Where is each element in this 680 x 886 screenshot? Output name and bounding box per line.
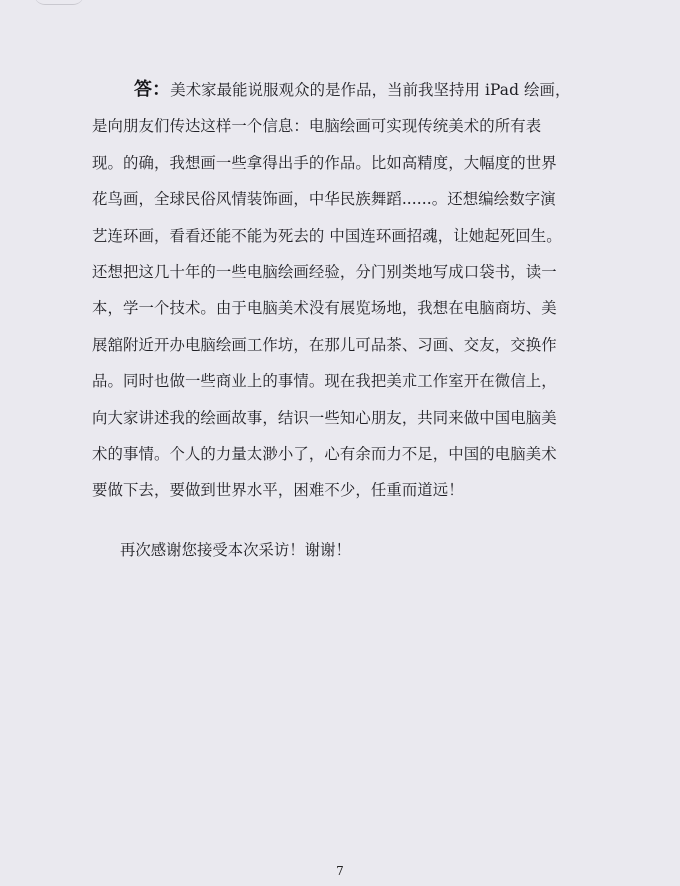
answer-line: 本，学一个技术。由于电脑美术没有展览场地，我想在电脑商坊、美 (92, 299, 557, 318)
answer-line: 还想把这几十年的一些电脑绘画经验，分门别类地写成口袋书，读一 (92, 262, 557, 281)
answer-paragraph (92, 72, 576, 509)
answer-line: 品。同时也做一些商业上的事情。现在我把美朮工作室开在微信上， (92, 372, 557, 391)
answer-line: 艺连环画，看看还能不能为死去的 中国连环画招魂，让她起死回生。 (92, 226, 562, 245)
page-number: 7 (336, 864, 344, 878)
answer-line: 展舘附近开办电脑绘画工作坊，在那儿可品茶、习画、交友，交换作 (92, 335, 557, 354)
answer-label: 答： (134, 79, 171, 100)
answer-line: 现。的确，我想画一些拿得出手的作品。比如高精度，大幅度的世界 (92, 153, 557, 172)
answer-line: 要做下去，要做到世界水平，困难不少，任重而道远！ (92, 481, 464, 500)
answer-line (92, 72, 576, 108)
answer-line: 花鸟画，全球民俗风情装饰画，中华民族舞蹈......。还想编绘数字演 (92, 190, 556, 209)
closing-thanks: 再次感谢您接受本次采访！谢谢！ (120, 541, 351, 559)
answer-line: 是向朋友们传达这样一个信息：电脑绘画可实现传统美术的所有表 (92, 117, 542, 136)
answer-line-text: 美术家最能说服观众的是作品，当前我坚持用 iPad 绘画， (170, 81, 571, 99)
answer-line: 向大家讲述我的绘画故事，结识一些知心朋友，共同来做中国电脑美 (92, 408, 557, 427)
answer-line: 术的事情。个人的力量太渺小了，心有余而力不足，中国的电脑美术 (92, 444, 557, 463)
scan-mark (34, 0, 84, 5)
